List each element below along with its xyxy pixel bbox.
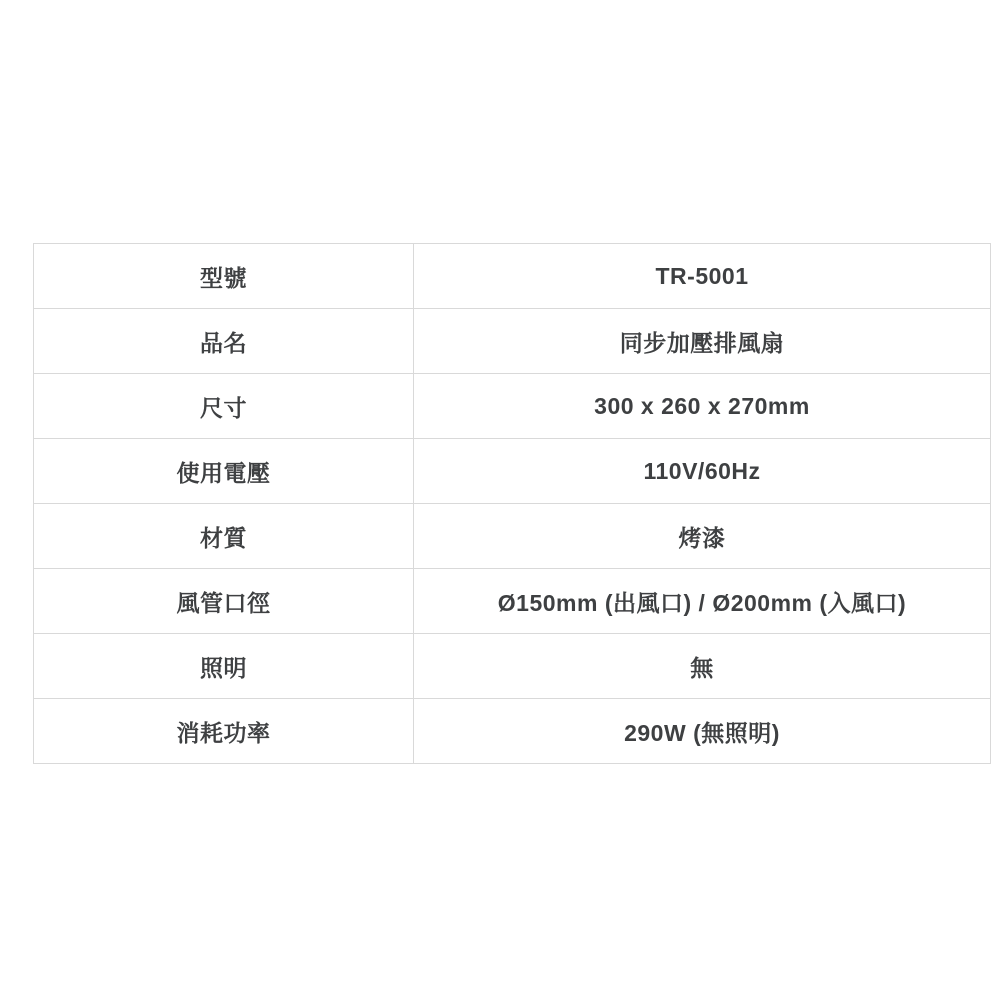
spec-value-model: TR-5001 [414,244,991,309]
spec-label-material: 材質 [34,504,414,569]
spec-label-dimensions: 尺寸 [34,374,414,439]
spec-label-product-name: 品名 [34,309,414,374]
spec-value-dimensions: 300 x 260 x 270mm [414,374,991,439]
spec-value-material: 烤漆 [414,504,991,569]
spec-value-product-name: 同步加壓排風扇 [414,309,991,374]
table-row [34,504,991,569]
spec-label-voltage: 使用電壓 [34,439,414,504]
table-row [34,439,991,504]
spec-label-duct-diameter: 風管口徑 [34,569,414,634]
spec-label-lighting: 照明 [34,634,414,699]
spec-label-model: 型號 [34,244,414,309]
table-row [34,244,991,309]
spec-value-lighting: 無 [414,634,991,699]
spec-value-voltage: 110V/60Hz [414,439,991,504]
spec-label-power-consumption: 消耗功率 [34,699,414,764]
table-row [34,634,991,699]
spec-value-power-consumption: 290W (無照明) [414,699,991,764]
table-row [34,699,991,764]
table-row [34,309,991,374]
table-row [34,374,991,439]
table-body [34,244,991,764]
table-row [34,569,991,634]
spec-value-duct-diameter: Ø150mm (出風口) / Ø200mm (入風口) [414,569,991,634]
product-specification-table [33,243,991,764]
